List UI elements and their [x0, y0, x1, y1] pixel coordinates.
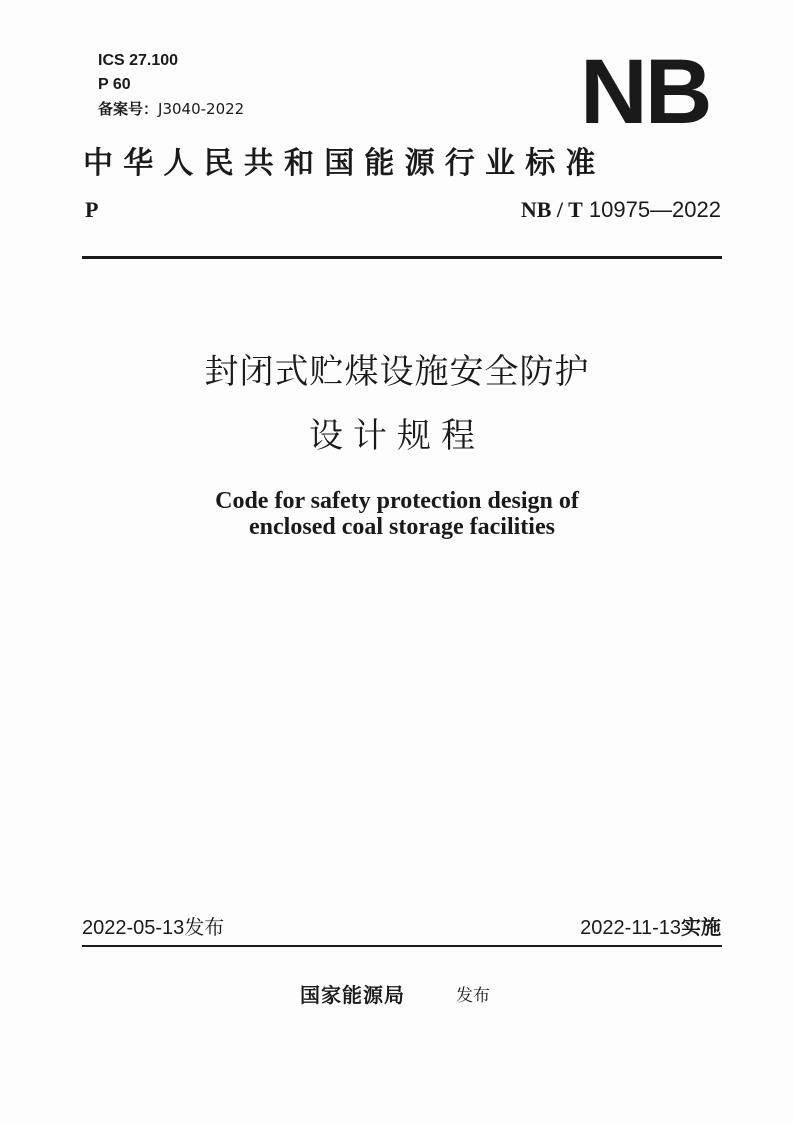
standard-number-value: 10975—2022	[582, 197, 721, 222]
header-divider	[82, 256, 722, 259]
classification-code: P 60	[98, 76, 131, 93]
title-chinese-line-2: 设计规程	[309, 416, 485, 456]
record-number	[98, 98, 244, 120]
standard-number-prefix: NB / T	[520, 197, 583, 222]
category-letter: P	[85, 197, 99, 222]
effective-date	[580, 914, 721, 941]
title-english-line-2: enclosed coal storage facilities	[249, 514, 555, 540]
ics-code: ICS 27.100	[98, 52, 179, 69]
record-number-label: 备案号：	[98, 100, 159, 118]
footer-divider	[82, 945, 722, 947]
publisher-name: 国家能源局	[300, 983, 405, 1007]
effective-date-suffix: 实施	[681, 915, 721, 939]
title-english-line-1: Code for safety protection design of	[215, 488, 579, 514]
record-number-value: J3040-2022	[158, 100, 245, 118]
standard-number	[521, 196, 721, 224]
issue-date-suffix: 发布	[184, 915, 225, 939]
publisher-suffix: 发布	[456, 986, 490, 1006]
issue-date-value: 2022-05-13	[82, 917, 185, 939]
nb-logo: NB	[580, 41, 710, 143]
effective-date-value: 2022-11-13	[580, 917, 681, 939]
issue-date	[82, 914, 224, 941]
industry-standard-title: 中华人民共和国能源行业标准	[83, 146, 606, 181]
title-chinese-line-1: 封闭式贮煤设施安全防护	[204, 352, 590, 392]
